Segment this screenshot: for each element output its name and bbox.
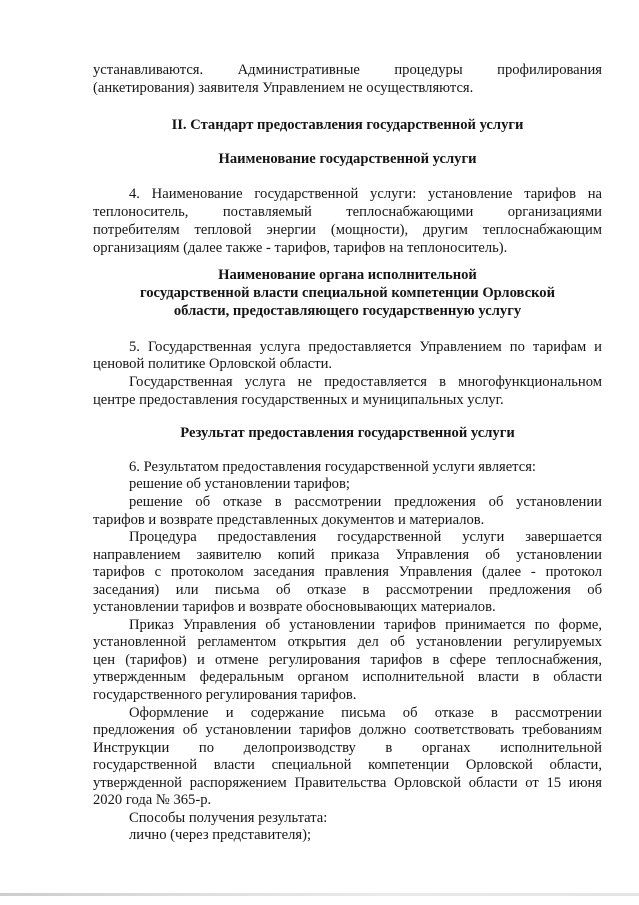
heading-result: Результат предоставления государственной услуги bbox=[180, 425, 515, 441]
body-line: центре предоставления государственных и муниципальных услуг. bbox=[93, 392, 504, 408]
body-line: утвержденным федеральным органом исполнительной власти в области bbox=[93, 669, 602, 685]
body-line: Государственная услуга не предоставляется в многофункциональном bbox=[129, 374, 602, 390]
body-line: тарифов и возврате представленных документов и материалов. bbox=[93, 512, 485, 528]
body-line: организациям (далее также - тарифов, тарифов на теплоноситель). bbox=[93, 240, 508, 256]
body-line: установлении тарифов и возврате обосновывающих материалов. bbox=[93, 599, 496, 615]
body-line: государственной власти специальной компетенции Орловской области, bbox=[93, 757, 602, 773]
body-line: (анкетирования) заявителя Управлением не осуществляются. bbox=[93, 80, 474, 96]
heading-organ: области, предоставляющего государственную услугу bbox=[173, 303, 522, 319]
body-line: утвержденной распоряжением Правительства Орловской области от 15 июня bbox=[93, 775, 602, 791]
body-line: устанавливаются. Административные процедуры профилирования bbox=[93, 62, 602, 78]
body-line: Процедура предоставления государственной услуги завершается bbox=[129, 529, 602, 545]
section-title: II. Стандарт предоставления государственной услуги bbox=[171, 117, 524, 133]
scan-edge-line bbox=[0, 893, 639, 896]
body-line: решение об отказе в рассмотрении предложения об установлении bbox=[129, 494, 602, 510]
body-line: потребителям тепловой энергии (мощности), другим теплоснабжающим bbox=[93, 222, 602, 238]
body-line: Оформление и содержание письма об отказе в рассмотрении bbox=[129, 705, 602, 721]
body-line: Приказ Управления об установлении тарифов принимается по форме, bbox=[129, 617, 602, 633]
body-line: цен (тарифов) и отмене регулирования тарифов в сфере теплоснабжения, bbox=[93, 652, 602, 668]
heading-organ: государственной власти специальной компетенции Орловской bbox=[139, 285, 556, 301]
body-line: направлением заявителю копий приказа Управления об установлении bbox=[93, 547, 602, 563]
body-line: заседания) или письма об отказе в рассмотрении предложения об bbox=[93, 582, 602, 598]
body-line: установленной регламентом открытия дел об установлении регулируемых bbox=[93, 634, 602, 650]
body-line: предложения об установлении тарифов должно соответствовать требованиям bbox=[93, 722, 602, 738]
body-line: Инструкции по делопроизводству в органах исполнительной bbox=[93, 740, 602, 756]
body-line: ценовой политике Орловской области. bbox=[93, 356, 333, 372]
body-line: 6. Результатом предоставления государственной услуги является: bbox=[129, 459, 536, 475]
body-line: Способы получения результата: bbox=[129, 810, 328, 826]
body-line: тарифов с протоколом заседания правления Управления (далее - протокол bbox=[93, 564, 602, 580]
body-line: решение об установлении тарифов; bbox=[129, 476, 350, 492]
body-line: 4. Наименование государственной услуги: установление тарифов на bbox=[129, 186, 602, 202]
body-line: лично (через представителя); bbox=[129, 827, 312, 843]
body-line: государственного регулирования тарифов. bbox=[93, 687, 357, 703]
body-line: теплоноситель, поставляемый теплоснабжающими организациями bbox=[93, 204, 602, 220]
body-line: 2020 года № 365-р. bbox=[93, 792, 212, 808]
heading-service-name: Наименование государственной услуги bbox=[218, 151, 477, 167]
heading-organ: Наименование органа исполнительной bbox=[218, 267, 477, 283]
body-line: 5. Государственная услуга предоставляется Управлением по тарифам и bbox=[129, 339, 602, 355]
